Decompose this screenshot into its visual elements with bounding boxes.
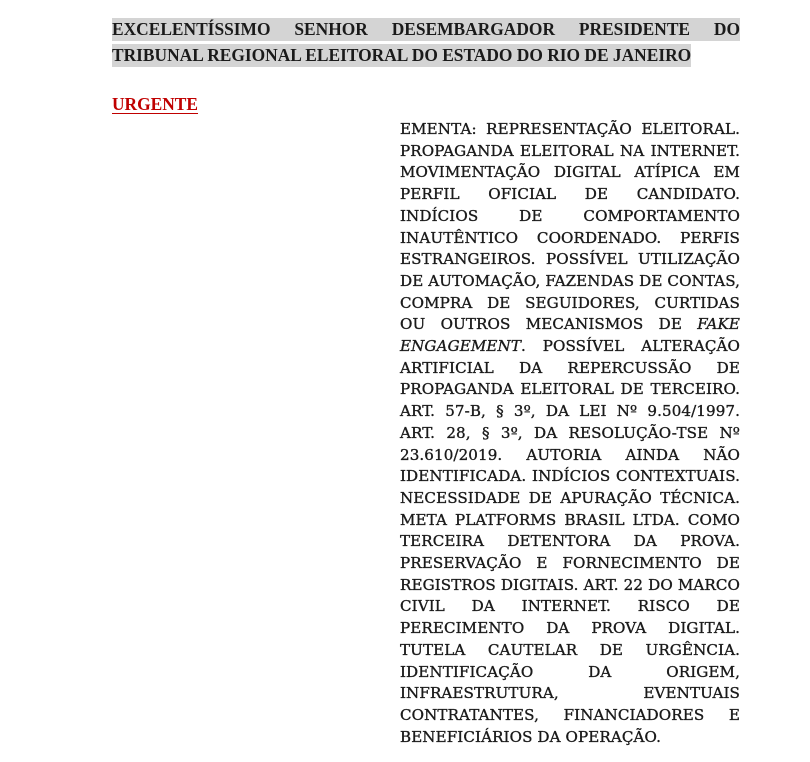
court-address-heading xyxy=(112,16,740,68)
ementa-paragraph xyxy=(400,119,740,748)
ementa-text-part1: EMENTA: REPRESENTAÇÃO ELEITORAL. PROPAGANDA ELEITORAL NA INTERNET. MOVIMENTAÇÃO DIGITAL ATÍPICA EM PERFIL OFICIAL DE CANDIDATO. INDÍCIOS DE COMPORTAMENTO INAUTÊNTICO COORDENADO. PERFIS ESTRANGEIROS. POSSÍVEL UTILIZAÇÃO DE AUTOMAÇÃO, FAZENDAS DE CONTAS, COMPRA DE SEGUIDORES, CURTIDAS OU OUTROS MECANISMOS DE xyxy=(400,120,740,334)
ementa-text-part2: . POSSÍVEL ALTERAÇÃO ARTIFICIAL DA REPERCUSSÃO DE PROPAGANDA ELEITORAL DE TERCEIRO. ART. 57-B, § 3º, DA LEI Nº 9.504/1997. ART. 28, § 3º, DA RESOLUÇÃO-TSE Nº 23.610/2019. AUTORIA AINDA NÃO IDENTIFICADA. INDÍCIOS CONTEXTUAIS. NECESSIDADE DE APURAÇÃO TÉCNICA. META PLATFORMS BRASIL LTDA. COMO TERCEIRA DETENTORA DA PROVA. PRESERVAÇÃO E FORNECIMENTO DE REGISTROS DIGITAIS. ART. 22 DO MARCO CIVIL DA INTERNET. RISCO DE PERECIMENTO DA PROVA DIGITAL. TUTELA CAUTELAR DE URGÊNCIA. IDENTIFICAÇÃO DA ORIGEM, INFRAESTRUTURA, EVENTUAIS CONTRATANTES, FINANCIADORES E BENEFICIÁRIOS DA OPERAÇÃO. xyxy=(400,337,740,746)
address-highlight: EXCELENTÍSSIMO SENHOR DESEMBARGADOR PRESIDENTE DO TRIBUNAL REGIONAL ELEITORAL DO ESTADO DO RIO DE JANEIRO xyxy=(112,19,740,65)
ementa-italic-term: FAKE ENGAGEMENT xyxy=(400,315,740,356)
urgency-label: URGENTE xyxy=(112,94,199,114)
